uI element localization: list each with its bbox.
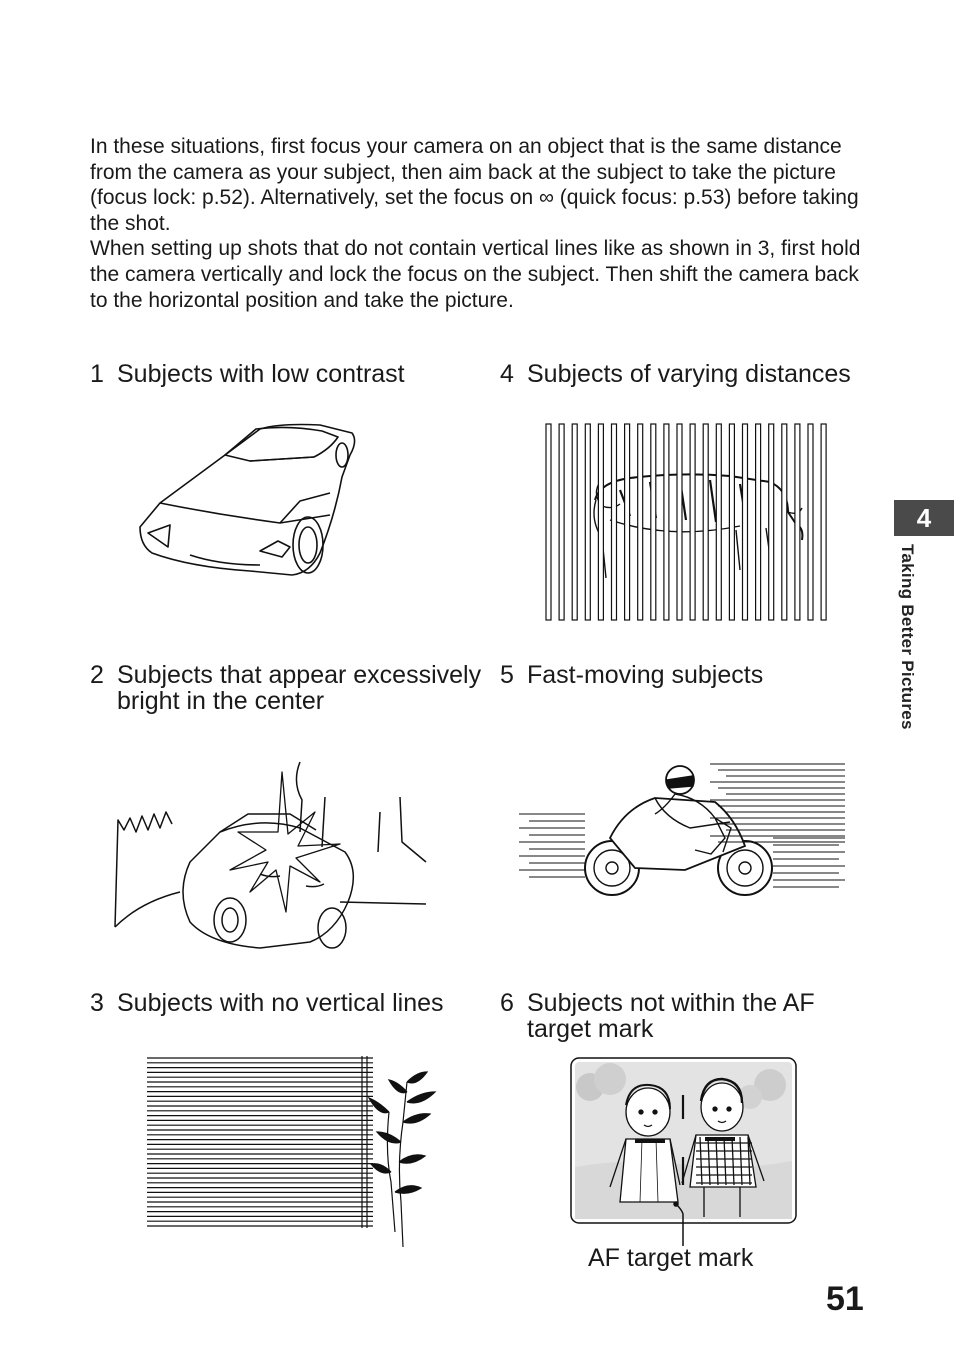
convertible-glare-illustration xyxy=(110,752,430,957)
section-number: 4 xyxy=(500,360,514,388)
section-number: 3 xyxy=(90,989,104,1017)
chapter-tab: 4 xyxy=(894,500,954,536)
section-heading-6 xyxy=(500,990,860,1042)
intro-paragraph-1: In these situations, first focus your camera on an object that is the same distance from the camera as your subject, then aim back at the subject to take the picture (focus lock: p.52). Alternatively, set the focus on ∞ (quick focus: p.53) before taking the shot. xyxy=(90,135,859,235)
af-target-mark-label: AF target mark xyxy=(588,1244,754,1272)
section-title: Subjects with no vertical lines xyxy=(117,989,444,1017)
section-heading-4 xyxy=(500,361,892,387)
section-number: 1 xyxy=(90,360,104,388)
tiger-behind-bars-illustration xyxy=(540,420,835,625)
intro-paragraph-2: When setting up shots that do not contain vertical lines like as shown in 3, first hold the camera vertically and lock the focus on the subject. Then shift the camera back to the horizontal position and take the picture. xyxy=(90,237,861,312)
section-heading-1 xyxy=(90,361,490,387)
page-number: 51 xyxy=(826,1280,864,1318)
section-number: 6 xyxy=(500,989,514,1017)
section-title: Fast-moving subjects xyxy=(527,661,764,689)
section-title: Subjects that appear excessively bright in the center xyxy=(117,661,482,715)
sports-car-illustration xyxy=(130,415,370,585)
horizontal-lines-illustration xyxy=(145,1052,445,1252)
motorcycle-rider-illustration xyxy=(515,758,850,903)
section-heading-3 xyxy=(90,990,495,1016)
section-title: Subjects not within the AF target mark xyxy=(527,989,815,1043)
chapter-title: Taking Better Pictures xyxy=(898,544,917,730)
section-heading-5 xyxy=(500,662,880,688)
section-number: 5 xyxy=(500,661,514,689)
section-title: Subjects of varying distances xyxy=(527,360,851,388)
af-target-callout-line xyxy=(670,1200,700,1250)
intro-text xyxy=(90,134,880,313)
section-number: 2 xyxy=(90,661,104,689)
section-title: Subjects with low contrast xyxy=(117,360,405,388)
section-heading-2 xyxy=(90,662,490,714)
